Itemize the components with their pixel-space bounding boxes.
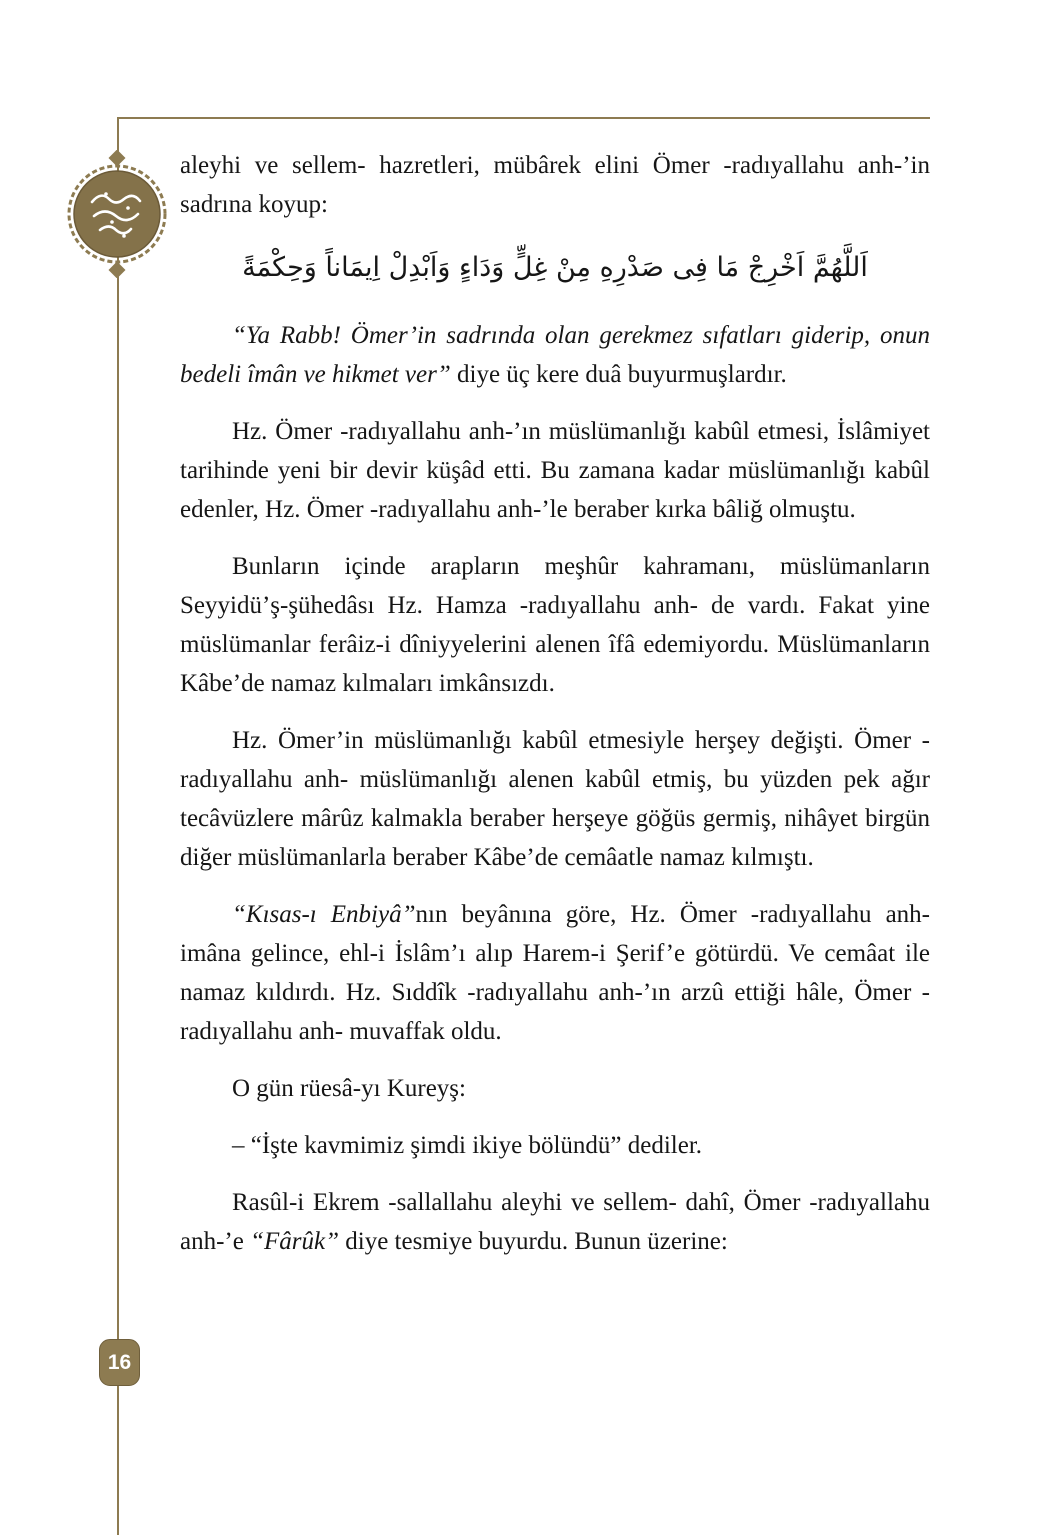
paragraph-text: diye üç kere duâ buyurmuşlardır. — [450, 361, 787, 388]
page-number: 16 — [107, 1350, 132, 1374]
paragraph-text: nın beyânına göre, Hz. Ömer -radıyallahu anh- imâna gelince, ehl-i İslâm’ı alıp Harem-i Şerif’e götürdü. Ve cemâat ile namaz kıldırdı. Hz. Sıddîk -radıyallahu anh-’ın arzû ettiği hâle, Ömer -radıyallahu anh- muvaffak oldu. — [180, 901, 930, 1045]
paragraph-text: diye tesmiye buyurdu. Bunun üzerine: — [339, 1228, 728, 1255]
page-number-badge — [99, 1339, 140, 1386]
calligraphy-medallion-icon — [66, 150, 168, 278]
paragraph-faruk-naming — [180, 1183, 930, 1261]
arabic-prayer-line: اَللَّهُمَّ اَخْرِجْ مَا فِى صَدْرِهِ مِنْ غِلٍّ وَدَاءٍ وَاَبْدِلْ اِيمَاناً وَحِكْمَةً — [242, 252, 868, 283]
paragraph-public-prayer: Hz. Ömer’in müslümanlığı kabûl etmesiyle herşey değişti. Ömer -radıyallahu anh- müslümanlığı alenen kabûl etmiş, bu yüzden pek ağır tecâvüzlere mârûz kalmakla beraber herşeye göğüs germiş, nihâyet birgün diğer müslümanlarla beraber Kâbe’de cemâatle namaz kılmıştı. — [180, 727, 930, 871]
paragraph-hamza: Bunların içinde arapların meşhûr kahramanı, müslümanların Seyyidü’ş-şühedâsı Hz. Hamza -radıyallahu anh- de vardı. Fakat yine müslümanlar ferâiz-i dîniyyelerini alenen îfâ edemiyordu. Müslümanların Kâbe’de namaz kılmaları imkânsızdı. — [180, 553, 930, 697]
italic-book-title: “Kısas-ı Enbiyâ” — [232, 901, 416, 928]
paragraph-text: Rasûl-i Ekrem -sallallahu aleyhi ve sellem- dahî, Ömer -radıyallahu anh-’e — [180, 1189, 930, 1255]
paragraph-kisas-i-enbiya — [180, 895, 930, 1051]
paragraph-quraysh-leaders: O gün rüesâ-yı Kureyş: — [232, 1075, 466, 1102]
top-border-rule — [117, 117, 930, 119]
paragraph-prayer-translation — [180, 316, 930, 394]
paragraph-islam-new-era: Hz. Ömer -radıyallahu anh-’ın müslümanlığı kabûl etmesi, İslâmiyet tarihinde yeni bir devir küşâd etti. Bu zamana kadar müslümanlığı kabûl edenler, Hz. Ömer -radıyallahu anh-’le beraber kırka bâliğ olmuştu. — [180, 418, 930, 523]
page-content — [180, 146, 930, 1279]
paragraph-continuation: aleyhi ve sellem- hazretleri, mübârek elini Ömer -radıyallahu anh-’in sadrına koyup: — [180, 152, 930, 218]
italic-quote: “Ya Rabb! Ömer’in sadrında olan gerekmez sıfatları giderip, onun bedeli îmân ve hikmet ver” — [180, 322, 930, 388]
left-border-rule — [117, 117, 119, 1535]
paragraph-quote-divided: – “İşte kavmimiz şimdi ikiye bölündü” dediler. — [232, 1132, 703, 1159]
italic-epithet: “Fârûk” — [250, 1228, 339, 1255]
